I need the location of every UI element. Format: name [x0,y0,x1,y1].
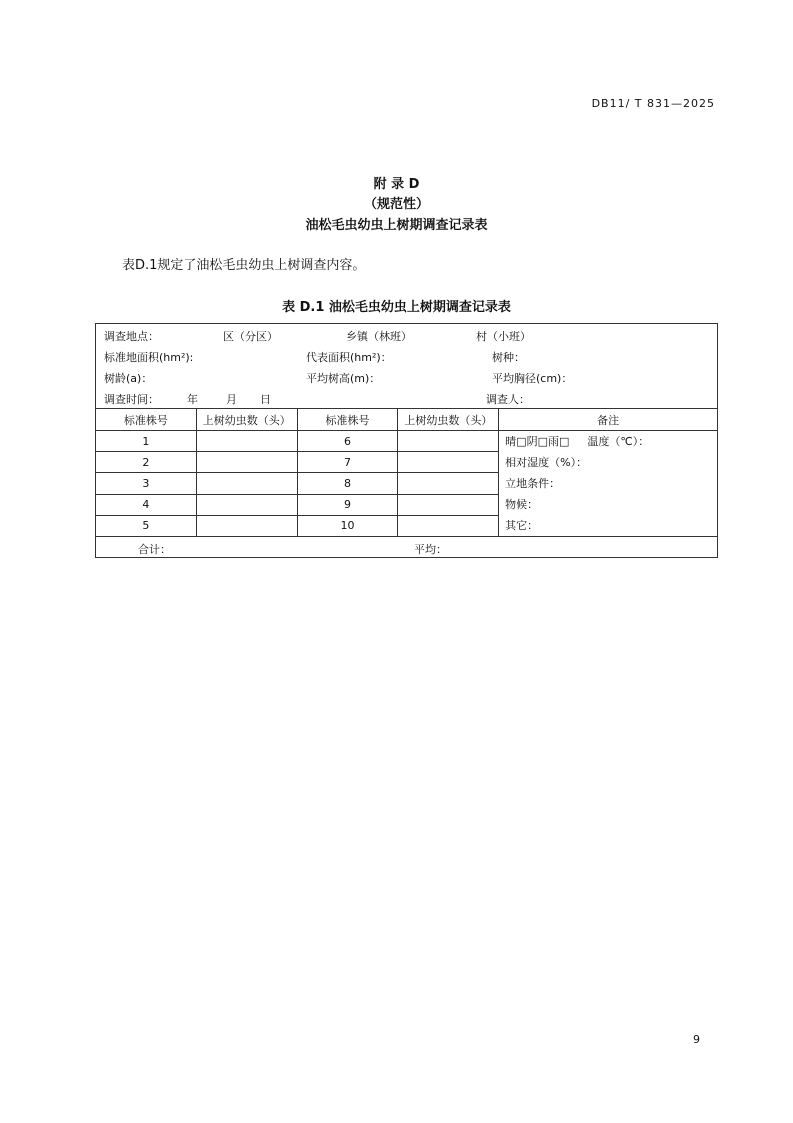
total-label: 合计： [138,543,171,556]
temperature-label: 温度（℃）： [587,435,650,448]
intro-paragraph: 表D.1规定了油松毛虫幼虫上树调查内容。 [122,258,366,273]
total-cell [96,537,718,558]
table-header-row [96,409,718,431]
plant-number-cell: 8 [297,473,398,494]
town-label: 乡镇（林班） [346,330,412,343]
total-row [96,537,718,558]
column-header: 标准株号 [297,409,398,431]
info-row-tree [96,366,717,387]
appendix-label: 附 录 D [373,177,420,192]
survey-info-block [96,324,718,409]
larva-count-cell [398,515,499,536]
info-row-area [96,345,717,366]
larva-count-cell [196,473,297,494]
page-number: 9 [693,1033,700,1046]
average-label: 平均： [414,543,447,556]
investigator-label: 调查人： [486,393,530,406]
tree-age-label: 树龄(a)： [104,372,153,385]
larva-count-cell [196,452,297,473]
larva-count-cell [398,473,499,494]
year-label: 年 [187,393,198,406]
phenology-label: 物候： [505,498,539,511]
weather-label: 晴□阴□雨□ [505,435,570,448]
plant-number-cell: 1 [96,431,197,452]
larva-count-cell [196,431,297,452]
larva-count-cell [398,431,499,452]
weather-line [505,431,711,452]
larva-count-cell [196,515,297,536]
plant-number-cell: 9 [297,494,398,515]
table-row [96,431,718,452]
plant-number-cell: 4 [96,494,197,515]
table-caption: 表 D.1 油松毛虫幼虫上树期调查记录表 [282,300,511,315]
larva-count-cell [196,494,297,515]
month-label: 月 [226,393,237,406]
plant-number-cell: 3 [96,473,197,494]
day-label: 日 [260,393,271,406]
avg-height-label: 平均树高(m)： [306,372,381,385]
site-condition-label: 立地条件： [505,477,561,490]
column-header: 备注 [499,409,718,431]
appendix-title: 油松毛虫幼虫上树期调查记录表 [305,218,488,233]
column-header: 上树幼虫数（头） [196,409,297,431]
remarks-cell [499,431,718,537]
plant-number-cell: 6 [297,431,398,452]
larva-count-cell [398,494,499,515]
plot-area-label: 标准地面积(hm²): [104,351,194,364]
district-label: 区（分区） [223,330,278,343]
survey-time-label: 调查时间： [104,393,159,406]
other-label: 其它： [505,519,539,532]
larva-count-cell [398,452,499,473]
column-header: 标准株号 [96,409,197,431]
plant-number-cell: 7 [297,452,398,473]
plant-number-cell: 2 [96,452,197,473]
location-label: 调查地点： [104,330,159,343]
document-code: DB11/ T 831—2025 [591,97,715,110]
plant-number-cell: 5 [96,515,197,536]
humidity-label: 相对湿度（%）： [505,456,588,469]
info-row-time [96,387,717,408]
tree-species-label: 树种： [492,351,525,364]
village-label: 村（小班） [476,330,531,343]
avg-dbh-label: 平均胸径(cm)： [492,372,573,385]
column-header: 上树幼虫数（头） [398,409,499,431]
plant-number-cell: 10 [297,515,398,536]
survey-table [95,323,718,558]
representative-area-label: 代表面积(hm²)： [306,351,392,364]
info-row-location [96,324,717,345]
normative-label: （规范性） [363,197,429,212]
